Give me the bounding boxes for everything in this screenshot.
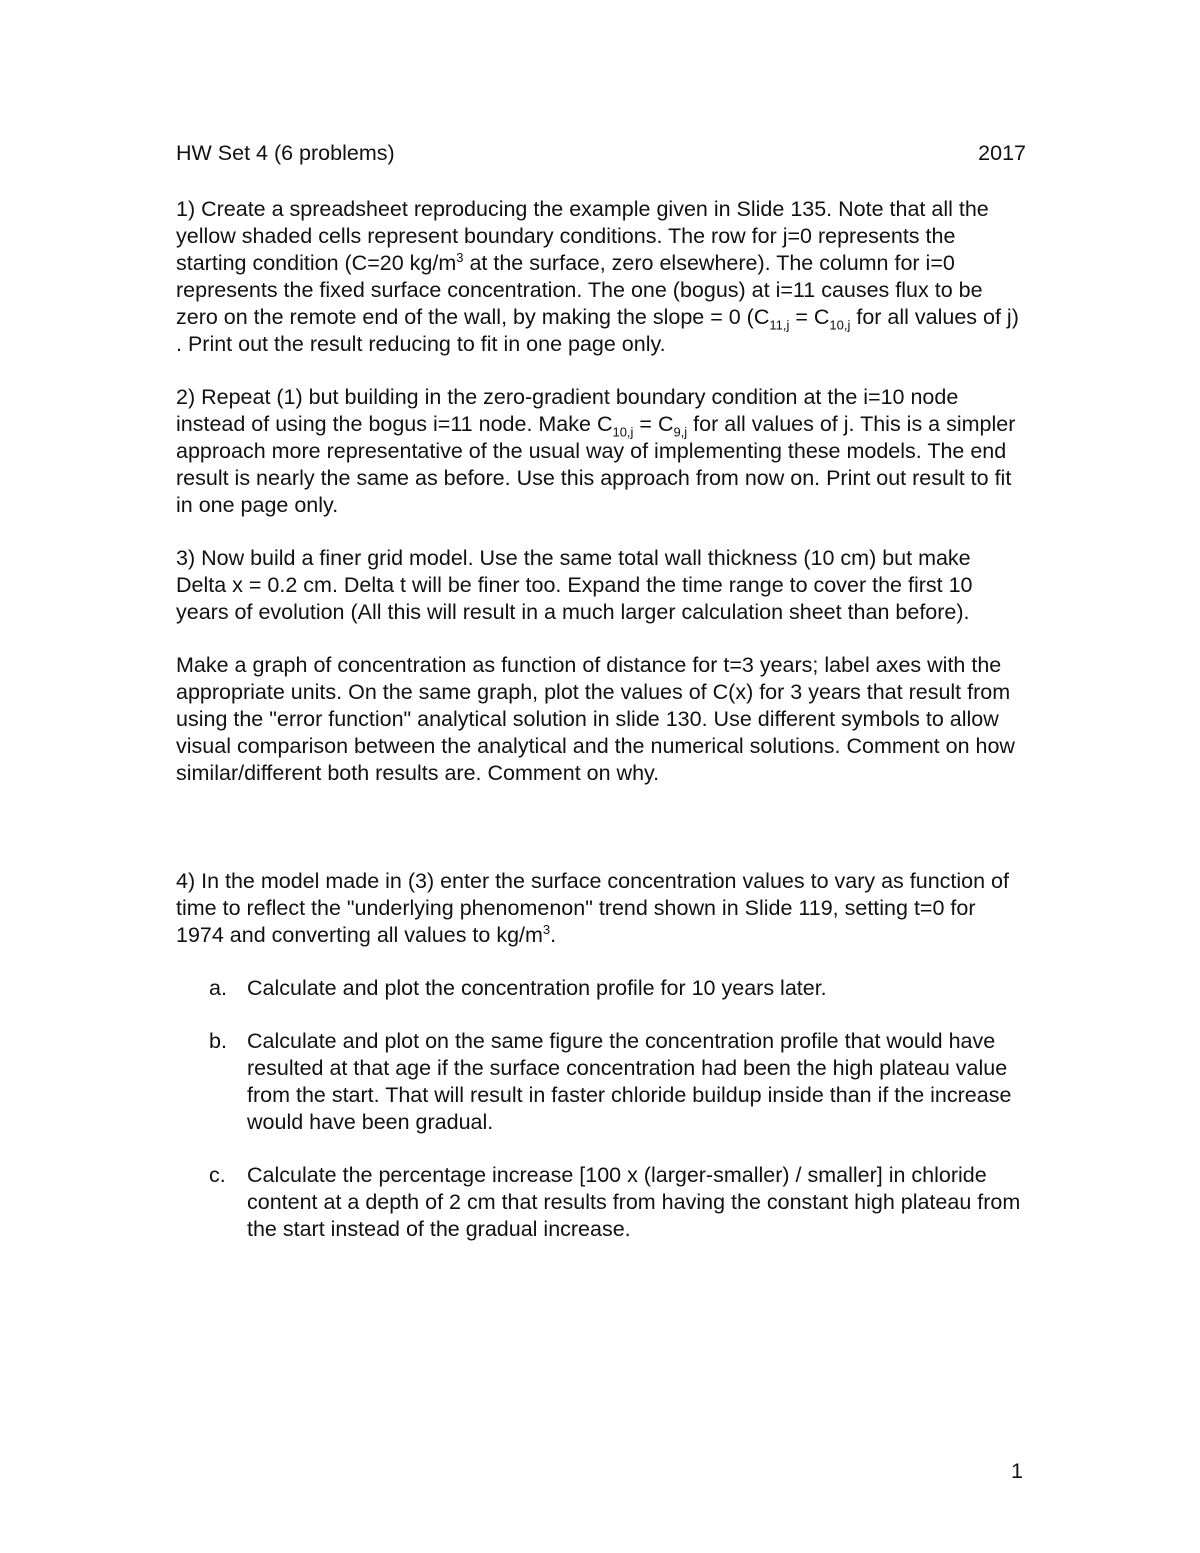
problem-1-subscript-2: 10,j	[829, 317, 851, 333]
list-item-text: Calculate and plot the concentration profile for 10 years later.	[247, 976, 827, 1000]
document-page	[176, 140, 1026, 1269]
list-item-text: Calculate and plot on the same figure the concentration profile that would have resulted at that age if the surface concentration had been the high plateau value from the start. That will result in faster chloride buildup inside than if the increase would have been gradual.	[247, 1029, 1012, 1134]
list-item-marker: a.	[209, 976, 227, 1000]
problem-2-text-c: for all values of j. This is a simpler approach more representative of the usual way of implementing these models. The end result is nearly the same as before. Use this approach from now on. Print out result to fit in one page only.	[176, 412, 1016, 517]
problem-4-subitems	[176, 975, 1026, 1243]
problem-3-graph-instructions: Make a graph of concentration as function of distance for t=3 years; label axes with the appropriate units. On the same graph, plot the values of C(x) for 3 years that result from using the "error function" analytical solution in slide 130. Use different symbols to allow visual comparison between the analytical and the numerical solutions. Comment on how similar/different both results are. Comment on why.	[176, 653, 1015, 785]
problem-1-text-d: for all values of j) . Print out the result reducing to fit in one page only.	[176, 305, 1019, 356]
list-item	[176, 1028, 1026, 1136]
problem-2-text-b: = C	[633, 412, 674, 436]
page-number: 1	[1011, 1459, 1023, 1483]
document-header	[176, 140, 1026, 170]
document-year: 2017	[978, 141, 1026, 165]
problem-1-text-a: 1) Create a spreadsheet reproducing the example given in Slide 135. Note that all the yellow shaded cells represent boundary conditions. The row for j=0 represents the starting condition (C=20 kg/m	[176, 197, 989, 275]
problem-3: 3) Now build a finer grid model. Use the same total wall thickness (10 cm) but make Delta x = 0.2 cm. Delta t will be finer too. Expand the time range to cover the first 10 years of evolution (All this will result in a much larger calculation sheet than before).	[176, 546, 973, 624]
problem-2-subscript-1: 10,j	[612, 424, 634, 440]
problem-4-text-b: .	[550, 923, 557, 947]
list-item	[176, 1162, 1026, 1243]
problem-2-text-a: 2) Repeat (1) but building in the zero-gradient boundary condition at the i=10 node instead of using the bogus i=11 node. Make C	[176, 385, 959, 436]
list-item-marker: c.	[209, 1163, 226, 1187]
problem-1-superscript: 3	[456, 249, 464, 265]
document-title: HW Set 4 (6 problems)	[176, 141, 395, 165]
problem-4-superscript: 3	[542, 921, 551, 937]
problem-4	[176, 868, 1026, 949]
list-item	[176, 975, 1026, 1002]
problem-1-text-b: at the surface, zero elsewhere). The column for i=0 represents the fixed surface concentration. The one (bogus) at i=11 causes flux to be zero on the remote end of the wall, by making the slope = 0 (C	[176, 251, 983, 329]
problem-1-text-c: = C	[789, 305, 830, 329]
problem-2-subscript-2: 9,j	[673, 424, 688, 440]
list-item-text: Calculate the percentage increase [100 x (larger-smaller) / smaller] in chloride content at a depth of 2 cm that results from having the constant high plateau from the start instead of the gradual increase.	[247, 1163, 1021, 1241]
list-item-marker: b.	[209, 1029, 227, 1053]
problem-1-subscript-1: 11,j	[769, 317, 790, 333]
problem-4-text-a: 4) In the model made in (3) enter the surface concentration values to vary as function of time to reflect the "underlying phenomenon" trend shown in Slide 119, setting t=0 for 1974 and converting all values to kg/m	[176, 869, 1009, 947]
problem-1	[176, 196, 1026, 358]
problem-2	[176, 384, 1026, 519]
